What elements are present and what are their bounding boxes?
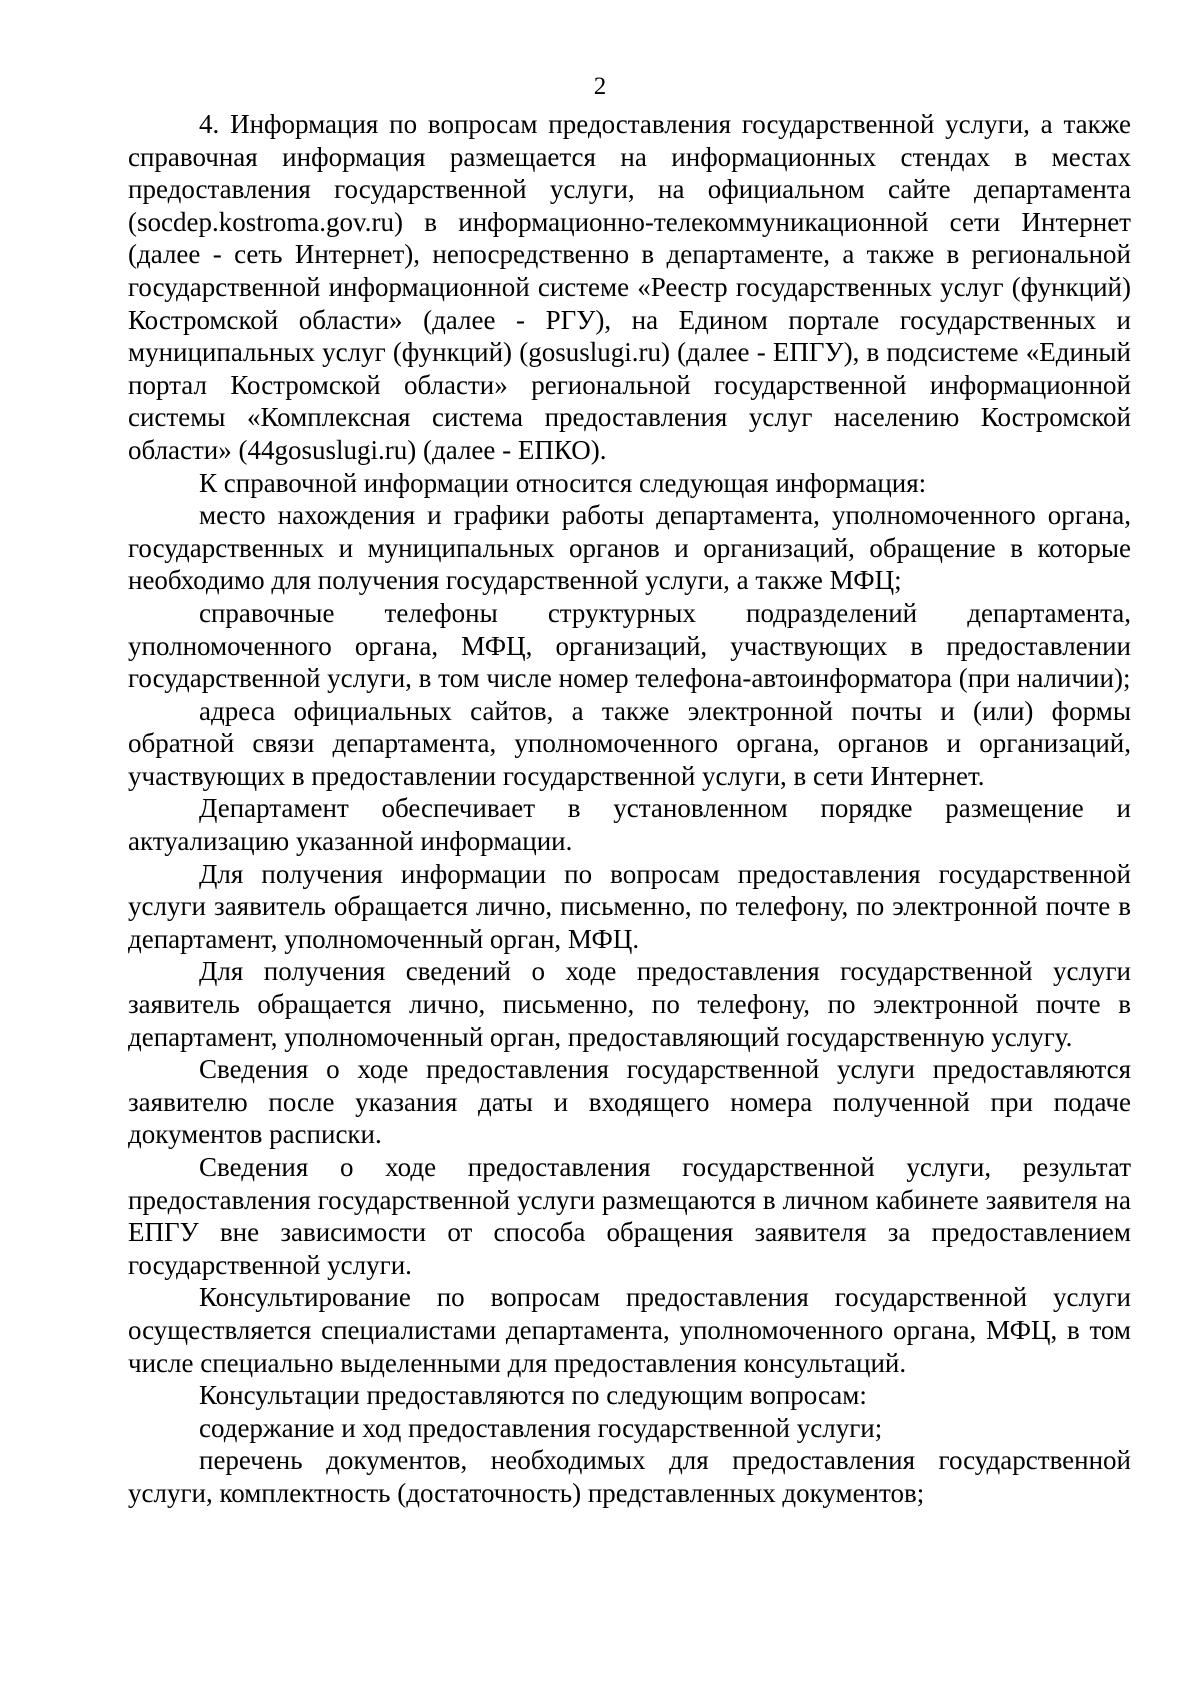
paragraph-website-addresses: адреса официальных сайтов, а также электронной почты и (или) формы обратной связи департамента, уполномоченного органа, органов и организаций, участвующих в предоставлении государственной услуги, в сети Интернет.	[128, 695, 1131, 791]
paragraph-topic-content: содержание и ход предоставления государственной услуги;	[199, 1412, 883, 1443]
paragraph-consultation-topics: Консультации предоставляются по следующим вопросам:	[199, 1380, 867, 1411]
paragraph-progress-provided: Сведения о ходе предоставления государственной услуги предоставляются заявителю после указания даты и входящего номера полученной при подаче документов расписки.	[128, 1054, 1131, 1150]
paragraph-location-schedule: место нахождения и графики работы департамента, уполномоченного органа, государственных и муниципальных органов и организаций, обращение в которые необходимо для получения государственной услуги, а также МФЦ;	[128, 500, 1131, 596]
page-number: 2	[593, 73, 607, 100]
paragraph-personal-account: Сведения о ходе предоставления государственной услуги, результат предоставления государственной услуги размещаются в личном кабинете заявителя на ЕПГУ вне зависимости от способа обращения заявителя за предоставлением государственной услуги.	[128, 1152, 1131, 1280]
paragraph-consulting: Консультирование по вопросам предоставления государственной услуги осуществляется специалистами департамента, уполномоченного органа, МФЦ, в том числе специально выделенными для предоставления консультаций.	[128, 1282, 1131, 1378]
paragraph-progress-inquiry: Для получения сведений о ходе предоставления государственной услуги заявитель обращается лично, письменно, по телефону, по электронной почте в департамент, уполномоченный орган, предоставляющий государственную услугу.	[128, 956, 1131, 1052]
paragraph-topic-documents: перечень документов, необходимых для предоставления государственной услуги, комплектность (достаточность) представленных документов;	[128, 1445, 1131, 1508]
paragraph-obtaining-info: Для получения информации по вопросам предоставления государственной услуги заявитель обращается лично, письменно, по телефону, по электронной почте в департамент, уполномоченный орган, МФЦ.	[128, 858, 1131, 954]
paragraph-department-updates: Департамент обеспечивает в установленном порядке размещение и актуализацию указанной информации.	[128, 793, 1131, 857]
paragraph-reference-info-intro: К справочной информации относится следующая информация:	[199, 467, 927, 498]
paragraph-info-placement: 4. Информация по вопросам предоставления государственной услуги, а также справочная информация размещается на информационных стендах в местах предоставления государственной услуги, на официальном сайте департамента (socdep.kostroma.gov.ru) в информационно-телекоммуникационной сети Интернет (далее - сеть Интернет), непосредственно в департаменте, а также в региональной государственной информационной системе «Реестр государственных услуг (функций) Костромской области» (далее - РГУ), на Едином портале государственных и муниципальных услуг (функций) (gosuslugi.ru) (далее - ЕПГУ), в подсистеме «Единый портал Костромской области» региональной государственной информационной системы «Комплексная система предоставления услуг населению Костромской области» (44gosuslugi.ru) (далее - ЕПКО).	[128, 109, 1131, 465]
document-body	[128, 108, 1131, 1510]
paragraph-reference-phones: справочные телефоны структурных подразделений департамента, уполномоченного органа, МФЦ, организаций, участвующих в предоставлении государственной услуги, в том числе номер телефона-автоинформатора (при наличии);	[128, 597, 1131, 694]
